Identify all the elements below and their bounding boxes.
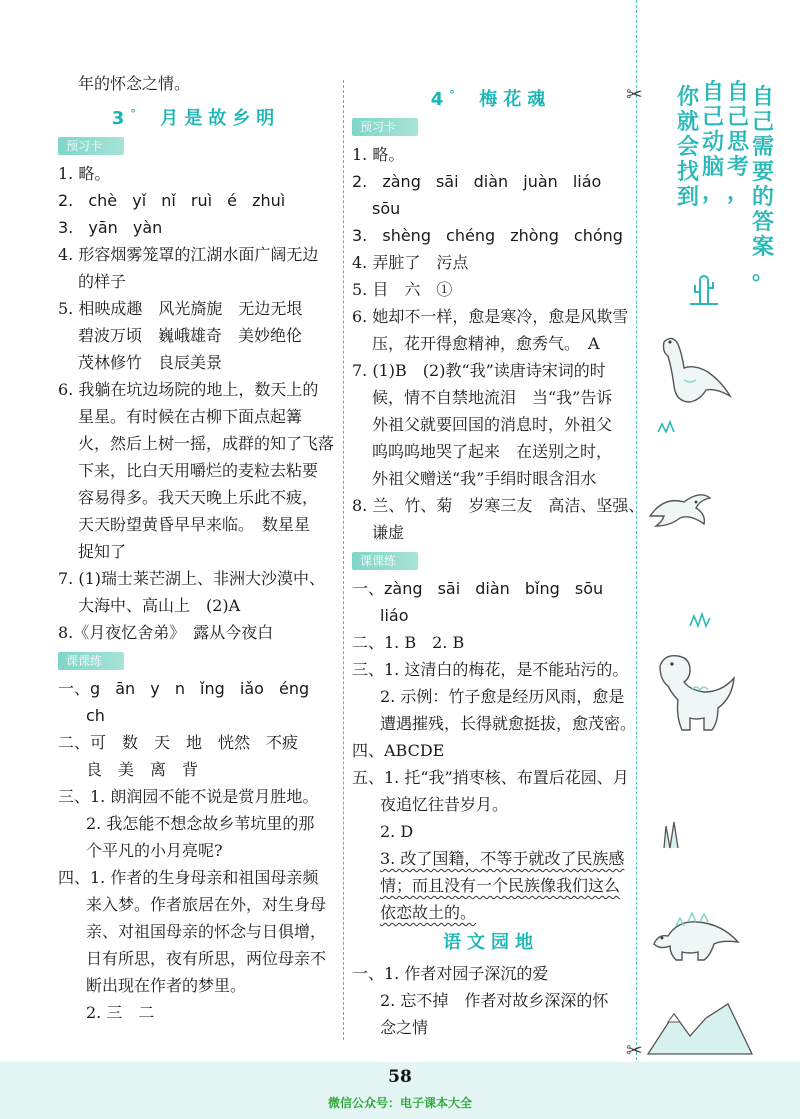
answer-line: 6. 她却不一样，愈是寒冷，愈是风欺雪 bbox=[352, 307, 629, 326]
preview-card-tag: 预习卡 bbox=[58, 137, 124, 155]
column-divider bbox=[343, 80, 344, 1040]
answer-line: 亲、对祖国母亲的怀念与日俱增， bbox=[86, 922, 327, 941]
slogan-column bbox=[701, 80, 725, 205]
slogan-text: 自 己 思 考 ， bbox=[726, 80, 749, 205]
practice-tag: 课课练 bbox=[352, 552, 418, 570]
answer-line bbox=[352, 899, 630, 926]
mountains-icon bbox=[644, 1000, 754, 1056]
answer-line: 的样子 bbox=[78, 272, 127, 291]
wavy-underlined-answer: 情；而且没有一个民族像我们这么 bbox=[380, 876, 621, 895]
left-column bbox=[58, 70, 334, 1026]
answer-line: 4. 形容烟雾笼罩的江湖水面广阔无边 bbox=[58, 245, 319, 264]
pinyin-answer-line: 3. shèng chéng zhòng chóng bbox=[352, 226, 623, 245]
answer-line: 4. 弄脏了 污点 bbox=[352, 253, 469, 272]
answer-line: 来入梦。作者旅居在外，对生身母 bbox=[86, 895, 327, 914]
slogan-text: 自 己 需 要 的 答 案 。 bbox=[751, 85, 774, 285]
stegosaurus-icon bbox=[648, 908, 748, 964]
answer-line: 容易得多。我天天晚上乐此不疲， bbox=[78, 488, 319, 507]
section-4-title-text: 梅花魂 bbox=[479, 89, 552, 110]
pterosaur-icon bbox=[644, 488, 716, 540]
answer-line: 8.《月夜忆舍弟》 露从今夜白 bbox=[58, 623, 274, 642]
answer-line: 5. 目 六 ① bbox=[352, 280, 453, 299]
dinosaur-icon bbox=[654, 330, 734, 410]
answer-line: 断出现在作者的梦里。 bbox=[86, 976, 247, 995]
pinyin-answer-line: liáo bbox=[380, 606, 409, 625]
answer-line: 火，然后上树一摇，成群的知了飞落 bbox=[78, 434, 335, 453]
pinyin-answer-line: 一、zàng sāi diàn bǐng sōu bbox=[352, 579, 604, 598]
answer-line: 2. 三 二 bbox=[86, 1003, 155, 1022]
pinyin-answer-line: 2. chè yǐ nǐ ruì é zhuì bbox=[58, 191, 286, 210]
plant-icon bbox=[656, 818, 686, 850]
section-3-title-text: 月是故乡明 bbox=[160, 108, 281, 129]
answer-line: 外祖父赠送“我”手绢时眼含泪水 bbox=[372, 469, 597, 488]
slogan-column bbox=[676, 85, 700, 210]
chinese-garden-title: 语文园地 bbox=[443, 932, 539, 953]
section-4-title: 4° 梅花魂 bbox=[430, 88, 552, 110]
answer-line: 呜呜呜地哭了起来 在送别之时， bbox=[372, 442, 613, 461]
answer-line: 五、1. 托“我”捎枣核、布置后花园、月 bbox=[352, 768, 629, 787]
pinyin-answer-line: ch bbox=[86, 706, 105, 725]
grass-icon bbox=[656, 420, 678, 434]
answer-line: 夜追忆往昔岁月。 bbox=[380, 795, 509, 814]
right-column bbox=[352, 70, 645, 1041]
answer-line: 外祖父就要回国的消息时，外祖父 bbox=[372, 415, 613, 434]
answer-line: 7. (1)瑞士莱芒湖上、非洲大沙漠中、 bbox=[58, 569, 326, 588]
answer-line: 2. 我怎能不想念故乡苇坑里的那 bbox=[86, 814, 315, 833]
answer-line: 四、ABCDE bbox=[352, 741, 445, 760]
answer-line: 1. 略。 bbox=[58, 164, 111, 183]
answer-line: 1. 略。 bbox=[352, 145, 405, 164]
slogan-text: 自 己 动 脑 ， bbox=[701, 80, 724, 205]
answer-line: 6. 我躺在坑边场院的地上，数天上的 bbox=[58, 380, 319, 399]
preview-card-tag: 预习卡 bbox=[352, 118, 418, 136]
scissors-icon: ✂ bbox=[626, 82, 643, 106]
answer-line: 一、1. 作者对园子深沉的爱 bbox=[352, 964, 549, 983]
answer-line: 2. D bbox=[380, 822, 414, 841]
page-number: 58 bbox=[388, 1067, 412, 1087]
answer-line: 7. (1)B (2)教“我”读唐诗宋词的时 bbox=[352, 361, 606, 380]
practice-tag: 课课练 bbox=[58, 652, 124, 670]
answer-line: 遭遇摧残，长得就愈挺拔，愈茂密。 bbox=[380, 714, 637, 733]
answer-line: 2. 示例：竹子愈是经历风雨，愈是 bbox=[380, 687, 625, 706]
section-4-number: 4 bbox=[430, 89, 450, 110]
grass-icon bbox=[688, 612, 712, 628]
answer-line: 2. 忘不掉 作者对故乡深深的怀 bbox=[380, 991, 609, 1010]
continuation-line: 年的怀念之情。 bbox=[78, 74, 191, 93]
answer-line: 压，花开得愈精神，愈秀气。 A bbox=[372, 334, 600, 353]
section-3-number: 3 bbox=[111, 108, 131, 129]
answer-line: 四、1. 作者的生身母亲和祖国母亲频 bbox=[58, 868, 319, 887]
slogan-column bbox=[751, 85, 775, 285]
wavy-underlined-answer: 3. 改了国籍，不等于就改了民族感 bbox=[380, 849, 625, 868]
answer-line: 谦虚 bbox=[372, 523, 405, 542]
pinyin-answer-line: 一、g ān y n ǐng iǎo éng bbox=[58, 679, 310, 698]
answer-line bbox=[352, 845, 630, 872]
footer-note: 微信公众号：电子课本大全 bbox=[327, 1096, 472, 1110]
answer-line: 二、可 数 天 地 恍然 不疲 bbox=[58, 733, 299, 752]
dinosaur-icon bbox=[654, 650, 746, 736]
pinyin-answer-line: 3. yān yàn bbox=[58, 218, 163, 237]
answer-line: 5. 相映成趣 风光旖旎 无边无垠 bbox=[58, 299, 303, 318]
wavy-underlined-answer: 依恋故土的。 bbox=[380, 903, 477, 922]
answer-line: 8. 兰、竹、菊 岁寒三友 高洁、坚强、 bbox=[352, 496, 645, 515]
section-3-title: 3° 月是故乡明 bbox=[111, 107, 281, 129]
answer-line: 良 美 离 背 bbox=[86, 760, 199, 779]
scissors-icon: ✂ bbox=[626, 1038, 643, 1062]
answer-line: 日有所思，夜有所思，两位母亲不 bbox=[86, 949, 327, 968]
answer-line: 捉知了 bbox=[78, 542, 127, 561]
answer-line: 个平凡的小月亮呢? bbox=[86, 841, 223, 860]
cut-line bbox=[636, 0, 637, 1060]
slogan-column bbox=[726, 80, 750, 205]
answer-line: 碧波万顷 巍峨雄奇 美妙绝伦 bbox=[78, 326, 303, 345]
pinyin-answer-line: 2. zàng sāi diàn juàn liáo bbox=[352, 172, 602, 191]
answer-line: 三、1. 朗润园不能不说是赏月胜地。 bbox=[58, 787, 319, 806]
cactus-icon bbox=[686, 272, 722, 306]
slogan-text: 你 就 会 找 到 bbox=[676, 85, 699, 210]
pinyin-answer-line: sōu bbox=[372, 199, 401, 218]
answer-line: 念之情 bbox=[380, 1018, 429, 1037]
answer-line: 候，情不自禁地流泪 当“我”告诉 bbox=[372, 388, 613, 407]
answer-line bbox=[352, 872, 630, 899]
answer-line: 下来，比白天用嚼烂的麦粒去粘要 bbox=[78, 461, 319, 480]
answer-line: 茂林修竹 良辰美景 bbox=[78, 353, 223, 372]
answer-line: 二、1. B 2. B bbox=[352, 633, 465, 652]
answer-line: 星星。有时候在古柳下面点起篝 bbox=[78, 407, 303, 426]
answer-line: 三、1. 这清白的梅花，是不能玷污的。 bbox=[352, 660, 629, 679]
answer-line: 天天盼望黄昏早早来临。 数星星 bbox=[78, 515, 311, 534]
answer-line: 大海中、高山上 (2)A bbox=[78, 596, 241, 615]
